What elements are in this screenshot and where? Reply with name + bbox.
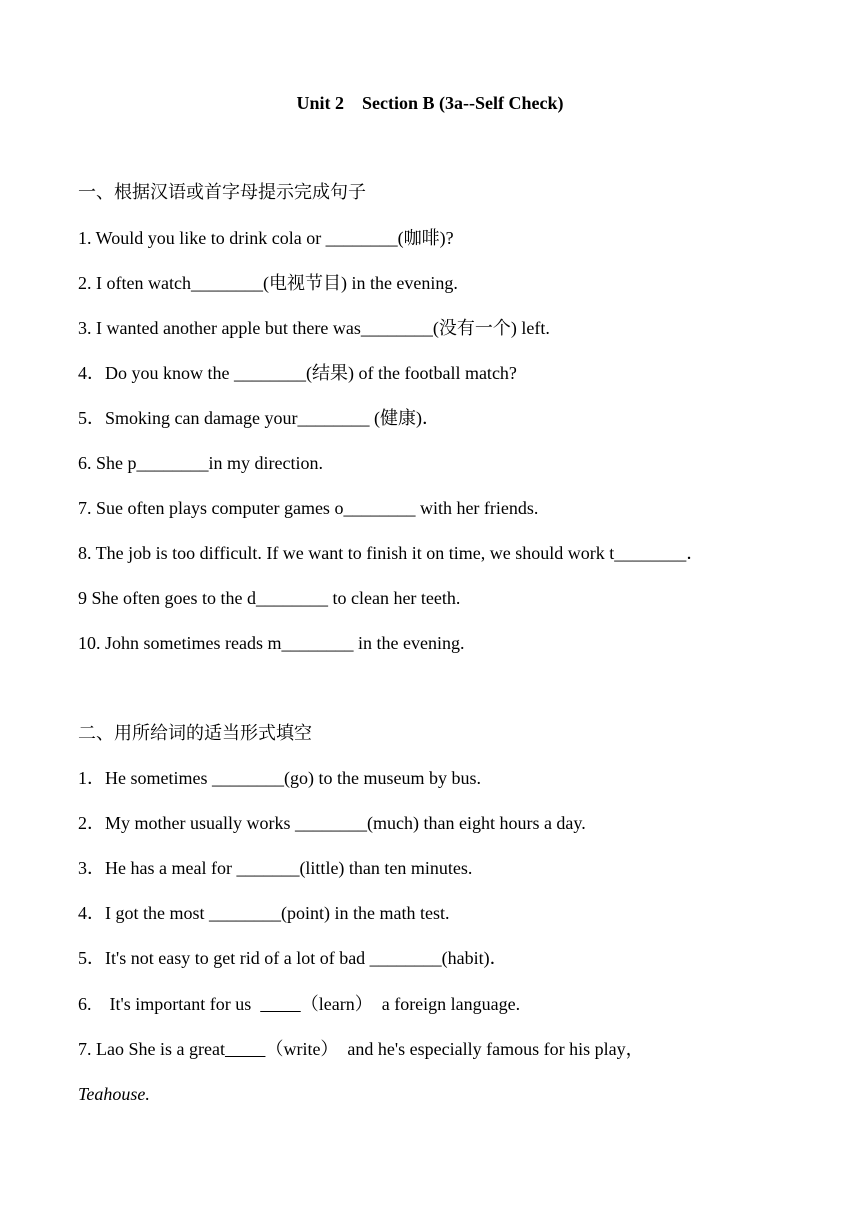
section-1-item-3: 3. I wanted another apple but there was________(没有一个) left. bbox=[78, 318, 550, 338]
item-6-prefix: 6. It's important for us bbox=[78, 994, 261, 1014]
section-1-item-7: 7. Sue often plays computer games o________ with her friends. bbox=[78, 498, 539, 518]
section-1-item-10: 10. John sometimes reads m________ in the evening. bbox=[78, 633, 465, 653]
section-2-heading: 二、用所给词的适当形式填空 bbox=[78, 723, 312, 743]
section-1-heading: 一、根据汉语或首字母提示完成句子 bbox=[78, 182, 366, 202]
page-title: Unit 2 Section B (3a--Self Check) bbox=[296, 93, 564, 113]
section-1-item-4: 4．Do you know the ________(结果) of the football match? bbox=[78, 363, 517, 383]
section-2-item-4: 4．I got the most ________(point) in the math test. bbox=[78, 903, 450, 923]
section-2-item-2: 2．My mother usually works ________(much) than eight hours a day. bbox=[78, 813, 586, 833]
section-1-item-8: 8. The job is too difficult. If we want to finish it on time, we should work t________． bbox=[78, 543, 705, 563]
section-2-item-7 bbox=[78, 1037, 644, 1061]
section-1-item-9: 9 She often goes to the d________ to clean her teeth. bbox=[78, 588, 461, 608]
item-6-suffix: （learn） a foreign language. bbox=[300, 994, 521, 1014]
item-6-blank bbox=[260, 994, 301, 1014]
section-1-item-5: 5．Smoking can damage your________ (健康)． bbox=[78, 408, 440, 428]
section-1-item-6: 6. She p________in my direction. bbox=[78, 453, 323, 473]
section-2-item-7-continuation: Teahouse. bbox=[78, 1084, 150, 1104]
item-7-blank bbox=[225, 1039, 266, 1059]
section-1-item-1: 1. Would you like to drink cola or ________(咖啡)? bbox=[78, 228, 454, 248]
item-7-suffix: （write） and he's especially famous for his play， bbox=[265, 1039, 644, 1059]
section-2-item-6 bbox=[78, 992, 520, 1016]
section-1-item-2: 2. I often watch________(电视节目) in the evening. bbox=[78, 273, 458, 293]
section-2-item-3: 3．He has a meal for _______(little) than ten minutes. bbox=[78, 858, 473, 878]
section-2-item-5: 5．It's not easy to get rid of a lot of bad ________(habit)． bbox=[78, 948, 508, 968]
item-7-prefix: 7. Lao She is a great bbox=[78, 1039, 225, 1059]
section-2-item-1: 1．He sometimes ________(go) to the museum by bus. bbox=[78, 768, 481, 788]
